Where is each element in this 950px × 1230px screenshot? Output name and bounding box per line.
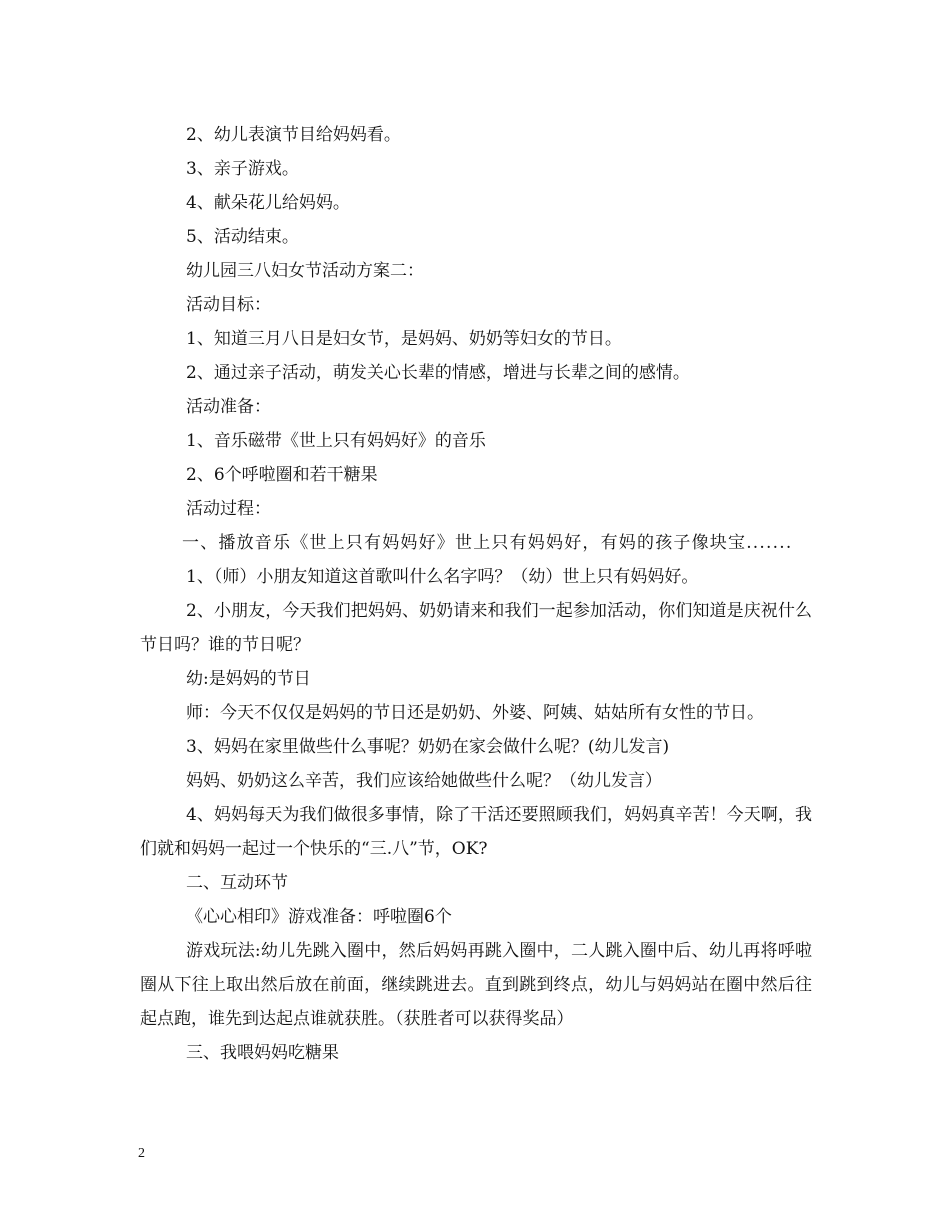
paragraph: 1、音乐磁带《世上只有妈妈好》的音乐 — [186, 431, 486, 451]
paragraph: 游戏玩法:幼儿先跳入圈中，然后妈妈再跳入圈中，二人跳入圈中后、幼儿再将呼啦圈从下往上取出然后放在前面，继续跳进去。直到跳到终点，幼儿与妈妈站在圈中然后往起点跑，谁先到达起点谁就获胜。（获胜者可以获得奖品） — [140, 941, 812, 1029]
paragraph: 1、（师）小朋友知道这首歌叫什么名字吗？（幼）世上只有妈妈好。 — [186, 567, 699, 587]
paragraph: 3、妈妈在家里做些什么事呢？奶奶在家会做什么呢？(幼儿发言) — [186, 737, 670, 757]
paragraph: 《心心相印》游戏准备：呼啦圈6个 — [186, 907, 452, 927]
paragraph: 妈妈、奶奶这么辛苦，我们应该给她做些什么呢？（幼儿发言） — [186, 771, 662, 791]
paragraph: 师：今天不仅仅是妈妈的节日还是奶奶、外婆、阿姨、姑姑所有女性的节日。 — [186, 703, 764, 723]
paragraph: 2、6个呼啦圈和若干糖果 — [186, 465, 378, 485]
paragraph: 5、活动结束。 — [186, 227, 299, 247]
paragraph: 幼:是妈妈的节日 — [186, 669, 311, 689]
paragraph: 2、小朋友，今天我们把妈妈、奶奶请来和我们一起参加活动，你们知道是庆祝什么节日吗？谁的节日呢？ — [140, 601, 812, 655]
section-heading: 活动目标： — [186, 295, 271, 315]
paragraph: 4、妈妈每天为我们做很多事情，除了干活还要照顾我们，妈妈真辛苦！今天啊，我们就和妈妈一起过一个快乐的“三.八”节，OK? — [140, 805, 812, 859]
section-heading: 幼儿园三八妇女节活动方案二： — [186, 261, 424, 281]
paragraph: 2、通过亲子活动，萌发关心长辈的情感，增进与长辈之间的感情。 — [186, 363, 690, 383]
section-heading: 三、我喂妈妈吃糖果 — [186, 1043, 339, 1063]
page-number: 2 — [138, 1146, 145, 1161]
document-body — [140, 118, 812, 1070]
section-heading: 活动准备： — [186, 397, 271, 417]
paragraph: 一、播放音乐《世上只有妈妈好》世上只有妈妈好，有妈的孩子像块宝....... — [182, 533, 793, 553]
section-heading: 活动过程： — [186, 499, 271, 519]
paragraph: 4、献朵花儿给妈妈。 — [186, 193, 350, 213]
paragraph: 3、亲子游戏。 — [186, 159, 299, 179]
section-heading: 二、互动环节 — [186, 873, 288, 893]
paragraph: 1、知道三月八日是妇女节，是妈妈、奶奶等妇女的节日。 — [186, 329, 622, 349]
paragraph: 2、幼儿表演节目给妈妈看。 — [186, 125, 401, 145]
